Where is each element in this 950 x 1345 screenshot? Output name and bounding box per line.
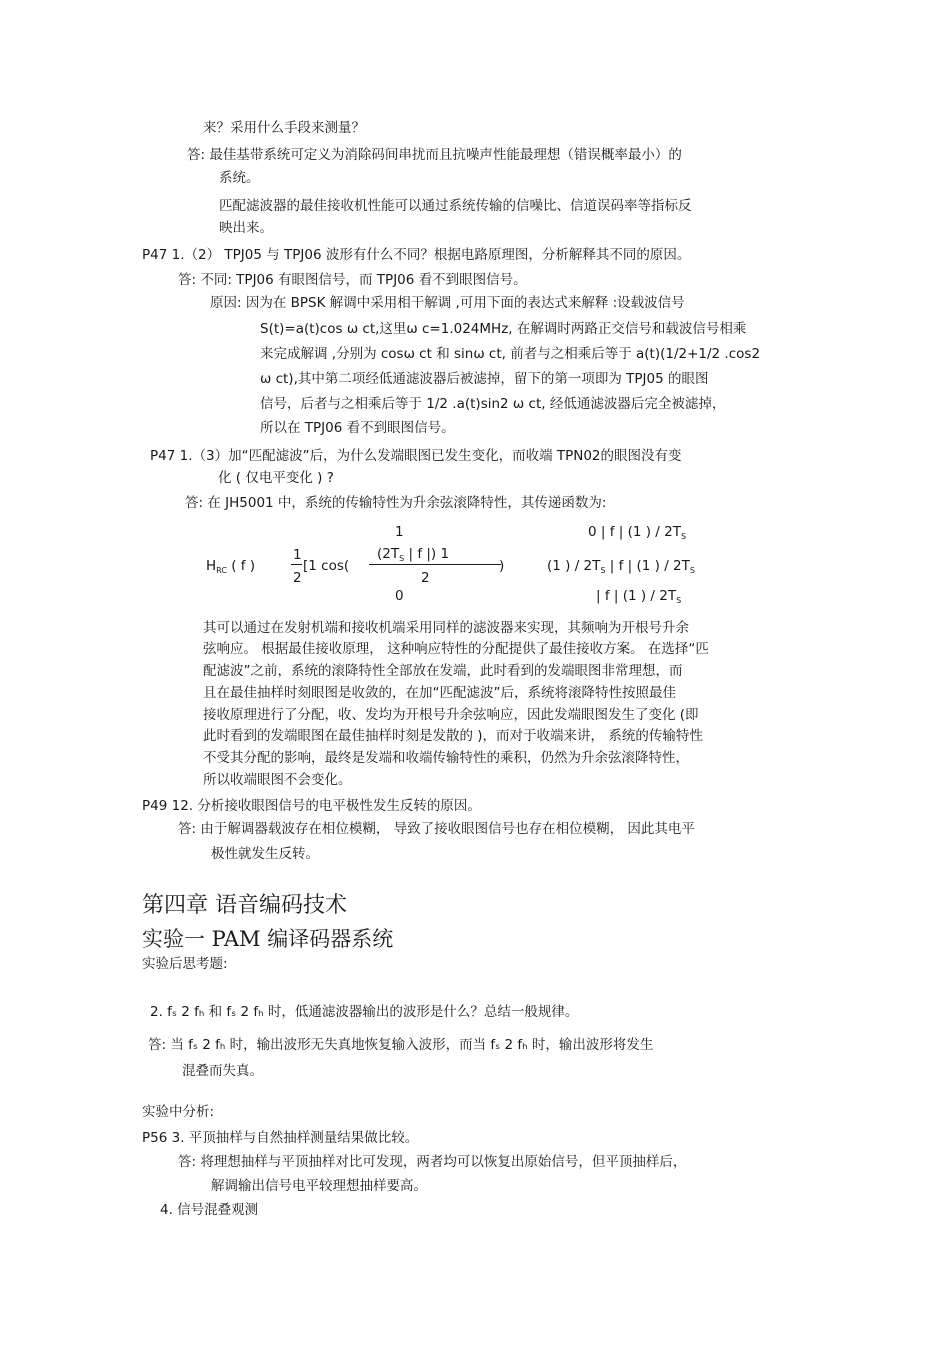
text-line: 极性就发生反转。	[211, 846, 319, 862]
text-line: 原因: 因为在 BPSK 解调中采用相干解调 ,可用下面的表达式来解释 :设载波信号	[210, 295, 685, 311]
formula-lhs: $H_{RC}$ ( f )	[206, 558, 256, 575]
text-line: S(t)=a(t)cos ω ct,这里ω c=1.024MHz, 在解调时两路正交信号和载波信号相乘	[260, 321, 747, 337]
answer-line: 答: 不同: TPJ06 有眼图信号，而 TPJ06 看不到眼图信号。	[178, 272, 527, 288]
fraction-bar	[369, 564, 501, 565]
question-line: P49 12. 分析接收眼图信号的电平极性发生反转的原因。	[142, 798, 481, 814]
text-line: 接收原理进行了分配，收、发均为开根号升余弦响应，因此发端眼图发生了变化 (即	[203, 707, 699, 723]
section-heading: 实验一 PAM 编译码器系统	[142, 927, 394, 951]
formula-case-3: | f | (1 ) / $2T_S$	[596, 588, 682, 605]
question-line: 2. fₛ 2 fₕ 和 fₛ 2 fₕ 时，低通滤波器输出的波形是什么？总结一般规律。	[150, 1004, 579, 1020]
text-line: 来？采用什么手段来测量？	[203, 120, 365, 136]
answer-line: 答: 由于解调器载波存在相位模糊， 导致了接收眼图信号也存在相位模糊， 因此其电平	[178, 821, 695, 837]
formula-close: )	[499, 558, 505, 574]
text-line: 映出来。	[219, 220, 273, 236]
text-line: 系统。	[219, 170, 260, 186]
text-line: 混叠而失真。	[182, 1063, 263, 1079]
answer-line: 答: 将理想抽样与平顶抽样对比可发现，两者均可以恢复出原始信号，但平顶抽样后，	[178, 1154, 687, 1170]
formula-inner-num: ($2T_S$ | f |) 1	[377, 546, 450, 563]
formula-inner-den: 2	[421, 570, 430, 586]
text-line: 其可以通过在发射机端和接收机端采用同样的滤波器来实现，其频响为开根号升余	[203, 620, 689, 636]
formula-one: 1	[395, 524, 404, 540]
text-line: 匹配滤波器的最佳接收机性能可以通过系统传输的信噪比、信道误码率等指标反	[219, 198, 692, 214]
text-line: 来完成解调 ,分别为 cosω ct 和 sinω ct, 前者与之相乘后等于 a(t)(1/2+1/2 .cos2	[260, 346, 761, 362]
formula-bracket: [1 cos(	[303, 558, 350, 574]
fraction-bar	[291, 564, 302, 565]
text-line: 所以收端眼图不会变化。	[203, 772, 352, 788]
text-line: 弦响应。 根据最佳接收原理， 这种响应特性的分配提供了最佳接收方案。 在选择“匹	[203, 641, 709, 657]
text-line: 化 ( 仅电平变化 ) ?	[218, 470, 334, 486]
answer-line: 答: 最佳基带系统可定义为消除码间串扰而且抗噪声性能最理想（错误概率最小）的	[187, 147, 682, 163]
text-line: ω ct),其中第二项经低通滤波器后被滤掉，留下的第一项即为 TPJ05 的眼图	[260, 371, 709, 387]
subsection-label: 实验中分析:	[142, 1104, 215, 1120]
text-line: 不受其分配的影响，最终是发端和收端传输特性的乘积，仍然为升余弦滚降特性，	[203, 750, 689, 766]
question-line: P47 1.（2） TPJ05 与 TPJ06 波形有什么不同？根据电路原理图，分析解释其不同的原因。	[142, 247, 691, 263]
text-line: 且在最佳抽样时刻眼图是收敛的，在加“匹配滤波”后，系统将滚降特性按照最佳	[203, 685, 676, 701]
chapter-heading: 第四章 语音编码技术	[142, 893, 347, 918]
formula-half-den: 2	[293, 570, 302, 586]
formula-half-num: 1	[293, 547, 302, 563]
text-line: 信号，后者与之相乘后等于 1/2 .a(t)sin2 ω ct, 经低通滤波器后完全被滤掉，	[260, 396, 726, 412]
question-line: P56 3. 平顶抽样与自然抽样测量结果做比较。	[142, 1130, 419, 1146]
formula-case-2: (1 ) / $2T_S$ | f | (1 ) / $2T_S$	[547, 558, 695, 575]
text-line: 所以在 TPJ06 看不到眼图信号。	[260, 420, 455, 436]
question-line: P47 1.（3）加“匹配滤波”后，为什么发端眼图已发生变化，而收端 TPN02的眼图没有变	[150, 448, 682, 464]
text-line: 解调输出信号电平较理想抽样要高。	[211, 1178, 427, 1194]
answer-line: 答: 在 JH5001 中，系统的传输特性为升余弦滚降特性，其传递函数为:	[185, 495, 607, 511]
question-line: 4. 信号混叠观测	[160, 1202, 259, 1218]
answer-line: 答: 当 fₛ 2 fₕ 时，输出波形无失真地恢复输入波形，而当 fₛ 2 fₕ 时，输出波形将发生	[148, 1037, 654, 1053]
subsection-label: 实验后思考题:	[142, 956, 228, 972]
text-line: 配滤波”之前，系统的滚降特性全部放在发端，此时看到的发端眼图非常理想，而	[203, 663, 683, 679]
formula-zero: 0	[395, 588, 404, 604]
formula-case-1: 0 | f | (1 ) / $2T_S$	[588, 524, 687, 541]
text-line: 此时看到的发端眼图在最佳抽样时刻是发散的 )，而对于收端来讲， 系统的传输特性	[203, 728, 703, 744]
